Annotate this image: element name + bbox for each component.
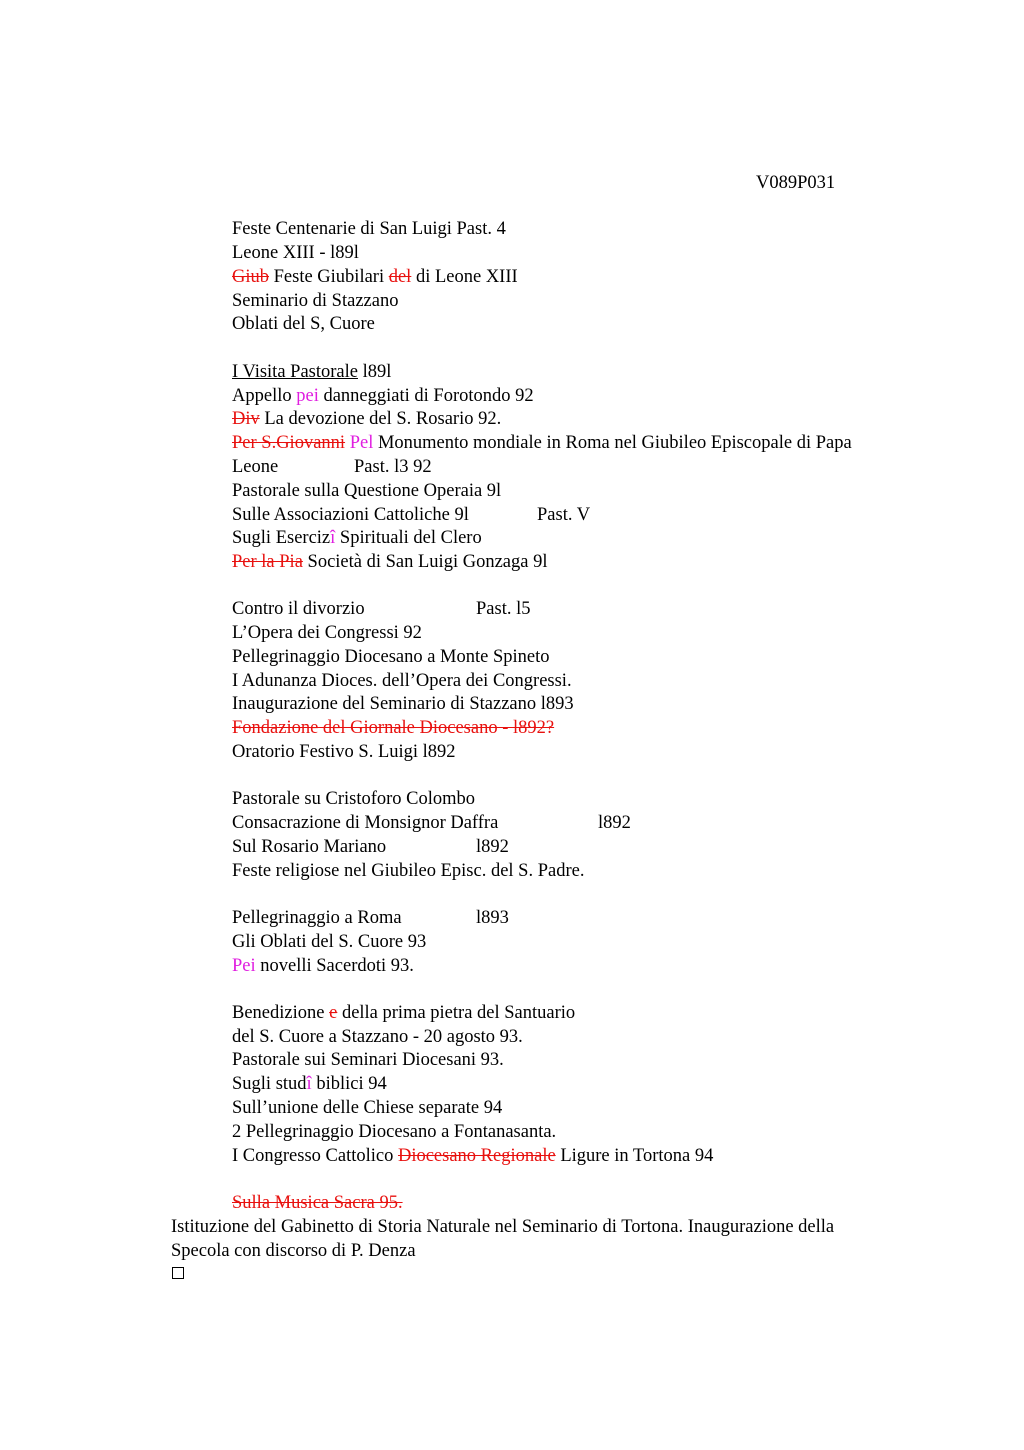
entry-oblati: Oblati del S, Cuore [232, 314, 375, 334]
entry-text: Leone [232, 457, 279, 477]
entry-text: di Leone XIII [411, 267, 518, 287]
page-identifier: V089P031 [756, 173, 836, 193]
entry-text: Sulle Associazioni Cattoliche 9l [232, 505, 469, 525]
entry-rosario-mariano [232, 836, 509, 858]
entry-fondazione-giornale [232, 717, 554, 739]
entry-text: Società di San Luigi Gonzaga 9l [302, 552, 548, 572]
entry-unione-chiese: Sull’unione delle Chiese separate 94 [232, 1098, 503, 1118]
entry-text: Ligure in Tortona 94 [555, 1146, 714, 1166]
entry-annotation: l892 [598, 813, 631, 833]
entry-annotation: Past. l5 [476, 599, 531, 619]
deleted-text: Div [232, 409, 260, 429]
inserted-text: pei [296, 386, 319, 406]
entry-specola: Specola con discorso di P. Denza [171, 1241, 416, 1261]
entry-annotation: l892 [476, 837, 509, 857]
inserted-text: î [330, 528, 336, 548]
inserted-text: î [306, 1074, 312, 1094]
entry-gabinetto-storia: Istituzione del Gabinetto di Storia Naturale nel Seminario di Tortona. Inaugurazione della [171, 1217, 835, 1237]
entry-text: Appello [232, 386, 297, 406]
entry-opera-congressi: L’Opera dei Congressi 92 [232, 623, 422, 643]
entry-feste-religiose: Feste religiose nel Giubileo Episc. del S. Padre. [232, 861, 585, 881]
entry-devozione-rosario [232, 408, 501, 430]
deleted-text: Fondazione del Giornale Diocesano - l892? [232, 718, 555, 738]
entry-oblati-cuore: Gli Oblati del S. Cuore 93 [232, 932, 427, 952]
underlined-text: I Visita Pastorale [232, 362, 358, 382]
entry-musica-sacra [232, 1192, 403, 1214]
inserted-text: Pel [345, 433, 374, 453]
entry-text: danneggiati di Forotondo 92 [318, 386, 534, 406]
entry-seminario-stazzano: Seminario di Stazzano [232, 291, 399, 311]
entry-leone-past [232, 456, 432, 478]
entry-text: Pellegrinaggio a Roma [232, 908, 402, 928]
deleted-text: Per la Pia [232, 552, 303, 572]
entry-adunanza-dioces: I Adunanza Dioces. dell’Opera dei Congressi. [232, 671, 572, 691]
entry-societa-san-luigi [232, 551, 547, 573]
entry-pellegrinaggio-fontanasanta: 2 Pellegrinaggio Diocesano a Fontanasanta. [232, 1122, 557, 1142]
entry-pellegrinaggio-roma [232, 907, 509, 929]
entry-visita-pastorale [232, 361, 391, 383]
entry-text: novelli Sacerdoti 93. [255, 956, 414, 976]
entry-text: Sugli Eserciz [232, 528, 331, 548]
inserted-text: Pei [232, 956, 256, 976]
deleted-text: Giub [232, 267, 269, 287]
entry-text: Spirituali del Clero [335, 528, 482, 548]
entry-novelli-sacerdoti [232, 955, 414, 977]
entry-text: Benedizione [232, 1003, 330, 1023]
entry-text: Monumento mondiale in Roma nel Giubileo Episcopale di Papa [373, 433, 852, 453]
entry-leone-xiii: Leone XIII - l89l [232, 243, 359, 263]
entry-annotation: l893 [476, 908, 509, 928]
deleted-text: Per S.Giovanni [232, 433, 346, 453]
entry-questione-operaia: Pastorale sulla Questione Operaia 9l [232, 481, 502, 501]
deleted-text: Sulla Musica Sacra 95. [232, 1193, 403, 1213]
entry-associazioni-cattoliche [232, 504, 591, 526]
entry-congresso-cattolico [232, 1145, 713, 1167]
entry-annotation: Past. V [537, 505, 591, 525]
entry-esercizi-spirituali [232, 527, 482, 549]
entry-seminari-diocesani: Pastorale sui Seminari Diocesani 93. [232, 1050, 504, 1070]
checkbox-square [172, 1267, 184, 1279]
entry-pellegrinaggio-spineto: Pellegrinaggio Diocesano a Monte Spineto [232, 647, 550, 667]
entry-appello [232, 385, 534, 407]
entry-text: I Congresso Cattolico [232, 1146, 398, 1166]
entry-feste-giubilari [232, 266, 518, 288]
entry-text: Consacrazione di Monsignor Daffra [232, 813, 499, 833]
entry-consacrazione-daffra [232, 812, 631, 834]
entry-cristoforo-colombo: Pastorale su Cristoforo Colombo [232, 789, 476, 809]
entry-text: Contro il divorzio [232, 599, 365, 619]
entry-contro-divorzio [232, 598, 531, 620]
entry-oratorio-festivo: Oratorio Festivo S. Luigi l892 [232, 742, 456, 762]
entry-cuore-stazzano: del S. Cuore a Stazzano - 20 agosto 93. [232, 1027, 523, 1047]
entry-feste-centenarie: Feste Centenarie di San Luigi Past. 4 [232, 219, 506, 239]
entry-monumento-mondiale [232, 432, 852, 454]
entry-text: Sul Rosario Mariano [232, 837, 387, 857]
deleted-text: Diocesano Regionale [397, 1146, 556, 1166]
entry-text: biblici 94 [311, 1074, 387, 1094]
entry-inaugurazione-seminario: Inaugurazione del Seminario di Stazzano l893 [232, 694, 574, 714]
entry-text: l89l [357, 362, 392, 382]
entry-benedizione-pietra [232, 1002, 575, 1024]
entry-text: Feste Giubilari [269, 267, 389, 287]
entry-text: Sugli stud [232, 1074, 307, 1094]
deleted-text: del [388, 267, 412, 287]
entry-text: La devozione del S. Rosario 92. [259, 409, 502, 429]
deleted-text: e [329, 1003, 338, 1023]
entry-text: della prima pietra del Santuario [337, 1003, 576, 1023]
entry-studi-biblici [232, 1073, 387, 1095]
entry-annotation: Past. l3 92 [354, 457, 432, 477]
